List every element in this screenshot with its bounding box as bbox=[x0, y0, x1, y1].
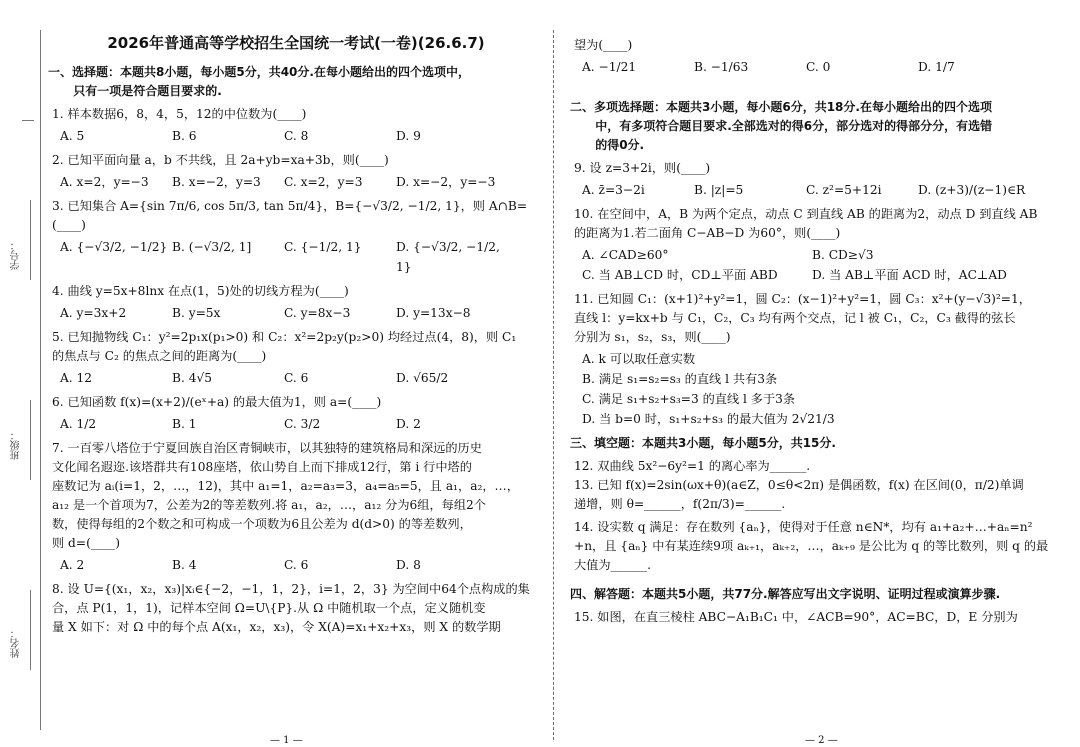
option-d: D. y=13x−8 bbox=[396, 306, 471, 320]
option-a: A. {−√3/2, −1/2} bbox=[60, 240, 168, 254]
option-d: D. √65/2 bbox=[396, 371, 449, 385]
question-6-options bbox=[48, 414, 544, 434]
question-11-line: 11. 已知圆 C₁：(x+1)²+y²=1，圆 C₂：(x−1)²+y²=1，圆 C₃：x²+(y−√3)²=1， bbox=[574, 292, 1031, 306]
question-13-line: 递增，则 θ=______，f(2π/3)=______. bbox=[574, 497, 786, 511]
option-b: B. 6 bbox=[172, 129, 197, 143]
section-1-header bbox=[48, 63, 544, 101]
page-number-right: — 2 — bbox=[805, 735, 838, 746]
question-12: 12. 双曲线 5x²−6y²=1 的离心率为______. bbox=[574, 459, 811, 473]
option-d: D. 8 bbox=[396, 558, 421, 572]
option-d: D. 1/7 bbox=[918, 60, 955, 74]
question-7-options bbox=[48, 555, 544, 575]
question-4-options bbox=[48, 303, 544, 323]
section-2-line: 二、多项选择题：本题共3小题，每小题6分，共18分.在每小题给出的四个选项 bbox=[570, 100, 992, 114]
question-10-options bbox=[570, 245, 1070, 285]
question-14-line: 大值为______. bbox=[574, 558, 651, 572]
question-8-line: 量 X 如下：对 Ω 中的每个点 A(x₁，x₂，x₃)，令 X(A)=x₁+x₂+x₃，则 X 的数学期 bbox=[52, 620, 501, 634]
option-b: B. CD≥√3 bbox=[812, 248, 874, 262]
option-c: C. 满足 s₁+s₂+s₃=3 的直线 l 多于3条 bbox=[582, 392, 796, 406]
question-3-blank: (____) bbox=[52, 218, 86, 232]
option-c: C. 8 bbox=[284, 129, 309, 143]
option-b: B. |z|=5 bbox=[694, 183, 744, 197]
option-a: A. 2 bbox=[60, 558, 85, 572]
exam-title: 2026年普通高等学校招生全国统一考试(一卷)(26.6.7) bbox=[107, 34, 485, 52]
option-c: C. 6 bbox=[284, 371, 309, 385]
question-13-line: 13. 已知 f(x)=2sin(ωx+θ)(a∈Z，0≤θ<2π) 是偶函数，f(x) 在区间(0，π/2)单调 bbox=[574, 478, 1024, 492]
section-2-line: 的得0分. bbox=[595, 138, 645, 152]
option-d: D. {−√3/2, −1/2, 1} bbox=[396, 240, 500, 274]
question-11-line: 直线 l：y=kx+b 与 C₁，C₂，C₃ 均有两个交点，记 l 被 C₁，C₂，C₃ 截得的弦长 bbox=[574, 311, 1016, 325]
question-11-line: 分别为 s₁，s₂，s₃，则(____) bbox=[574, 330, 731, 344]
binding-line bbox=[40, 30, 41, 730]
option-b: B. −1/63 bbox=[694, 60, 749, 74]
section-1-line: 一、选择题：本题共8小题，每小题5分，共40分.在每小题给出的四个选项中， bbox=[48, 65, 470, 79]
option-b: B. 满足 s₁=s₂=s₃ 的直线 l 共有3条 bbox=[582, 372, 778, 386]
option-d: D. 9 bbox=[396, 129, 421, 143]
question-1-options bbox=[48, 126, 544, 146]
question-3-options bbox=[48, 237, 544, 277]
option-b: B. 1 bbox=[172, 417, 197, 431]
option-a: A. −1/21 bbox=[582, 60, 637, 74]
question-14-line: 14. 设实数 q 满足：存在数列 {aₙ}，使得对于任意 n∈N*，均有 a₁+a₂+…+aₙ=n² bbox=[574, 520, 1033, 534]
option-a: A. x=2，y=−3 bbox=[60, 175, 149, 189]
option-b: B. x=−2，y=3 bbox=[172, 175, 261, 189]
question-14-line: +n，且 {aₙ} 中有某连续9项 aₖ₊₁，aₖ₊₂，…，aₖ₊₉ 是公比为 q 的等比数列，则 q 的最 bbox=[574, 539, 1049, 553]
option-b: B. 4√5 bbox=[172, 371, 212, 385]
option-a: A. y=3x+2 bbox=[60, 306, 127, 320]
option-a: A. 12 bbox=[60, 371, 93, 385]
question-11-options bbox=[570, 349, 1070, 429]
option-b: B. y=5x bbox=[172, 306, 221, 320]
option-b: B. (−√3/2, 1] bbox=[172, 240, 252, 254]
option-c: C. 3/2 bbox=[284, 417, 321, 431]
option-a: A. z̄=3−2i bbox=[582, 183, 645, 197]
binding-margin bbox=[0, 0, 42, 747]
question-9-options bbox=[570, 180, 1070, 200]
option-c: C. 0 bbox=[806, 60, 831, 74]
question-2: 2. 已知平面向量 a，b 不共线，且 2a+yb=xa+3b，则(____) bbox=[52, 153, 389, 167]
option-d: D. (z+3)/(z−1)∈R bbox=[918, 183, 1026, 197]
column-divider bbox=[553, 30, 554, 740]
option-d: D. 当 AB⊥平面 ACD 时，AC⊥AD bbox=[812, 268, 1007, 282]
question-8-options bbox=[570, 57, 1070, 77]
option-d: D. x=−2，y=−3 bbox=[396, 175, 496, 189]
question-2-options bbox=[48, 172, 544, 192]
option-a: A. k 可以取任意实数 bbox=[582, 352, 696, 366]
question-7-line: 座数记为 aᵢ(i=1，2，…，12)，其中 a₁=1，a₂=a₃=3，a₄=a₅=5，且 a₁，a₂，…， bbox=[52, 479, 519, 493]
option-a: A. ∠CAD≥60° bbox=[582, 248, 669, 262]
question-15: 15. 如图，在直三棱柱 ABC−A₁B₁C₁ 中，∠ACB=90°，AC=BC，D，E 分别为 bbox=[574, 610, 1018, 624]
option-c: C. x=2，y=3 bbox=[284, 175, 363, 189]
binding-tick bbox=[30, 400, 31, 480]
question-5: 5. 已知抛物线 C₁：y²=2p₁x(p₁>0) 和 C₂：x²=2p₂y(p₂>0) 均经过点(4，8)，则 C₁ bbox=[52, 330, 517, 344]
option-c: C. {−1/2, 1} bbox=[284, 240, 362, 254]
question-9: 9. 设 z=3+2i，则(____) bbox=[574, 161, 711, 175]
binding-tick bbox=[30, 200, 31, 280]
question-7-line: 文化闻名遐迩.该塔群共有108座塔，依山势自上而下排成12行，第 i 行中塔的 bbox=[52, 460, 472, 474]
section-3-header: 三、填空题：本题共3小题，每小题5分，共15分. bbox=[570, 436, 836, 450]
binding-tick bbox=[22, 120, 34, 121]
question-8-continued: 望为(____) bbox=[574, 38, 633, 52]
question-6: 6. 已知函数 f(x)=(x+2)/(eˣ+a) 的最大值为1，则 a=(____) bbox=[52, 395, 382, 409]
section-1-line: 只有一项是符合题目要求的. bbox=[73, 84, 222, 98]
binding-tick bbox=[30, 590, 31, 670]
question-5-options bbox=[48, 368, 544, 388]
option-b: B. 4 bbox=[172, 558, 197, 572]
option-a: A. 5 bbox=[60, 129, 85, 143]
page-number-left: — 1 — bbox=[270, 735, 303, 746]
option-a: A. 1/2 bbox=[60, 417, 97, 431]
question-8-line: 合，点 P(1，1，1)，记样本空间 Ω=U\{P}.从 Ω 中随机取一个点，定义随机变 bbox=[52, 601, 486, 615]
section-4-header: 四、解答题：本题共5小题，共77分.解答应写出文字说明、证明过程或演算步骤. bbox=[570, 587, 1001, 601]
question-10-line: 10. 在空间中，A，B 为两个定点，动点 C 到直线 AB 的距离为2，动点 D 到直线 AB bbox=[574, 207, 1038, 221]
question-7-line: 7. 一百零八塔位于宁夏回族自治区青铜峡市，以其独特的建筑格局和深远的历史 bbox=[52, 441, 482, 455]
right-column bbox=[570, 36, 1070, 627]
name-label: 姓名： bbox=[11, 628, 22, 658]
question-4: 4. 曲线 y=5x+8lnx 在点(1，5)处的切线方程为(____) bbox=[52, 284, 349, 298]
option-d: D. 2 bbox=[396, 417, 421, 431]
option-c: C. z²=5+12i bbox=[806, 183, 882, 197]
class-label: 班级： bbox=[11, 430, 22, 460]
question-7-line: 数，使得每组的2个数之和可构成一个项数为6且公差为 d(d>0) 的等差数列， bbox=[52, 517, 472, 531]
option-c: C. 当 AB⊥CD 时，CD⊥平面 ABD bbox=[582, 268, 778, 282]
section-2-header bbox=[570, 98, 1070, 155]
question-10-line: 的距离为1.若二面角 C−AB−D 为60°，则(____) bbox=[574, 226, 841, 240]
left-column bbox=[48, 32, 544, 637]
question-8-line: 8. 设 U={(x₁，x₂，x₃)|xᵢ∈{−2，−1，1，2}，i=1，2，3} 为空间中64个点构成的集 bbox=[52, 582, 530, 596]
question-3: 3. 已知集合 A={sin 7π/6, cos 5π/3, tan 5π/4}，B={−√3/2, −1/2, 1}，则 A∩B= bbox=[52, 199, 528, 213]
option-c: C. y=8x−3 bbox=[284, 306, 351, 320]
question-7-line: a₁₂ 是一个首项为7，公差为2的等差数列.将 a₁，a₂，…，a₁₂ 分为6组，每组2个 bbox=[52, 498, 486, 512]
question-7-line: 则 d=(____) bbox=[52, 536, 120, 550]
section-2-line: 中，有多项符合题目要求.全部选对的得6分，部分选对的得部分分，有选错 bbox=[595, 119, 993, 133]
question-5-line2: 的焦点与 C₂ 的焦点之间的距离为(____) bbox=[52, 349, 267, 363]
question-1: 1. 样本数据6，8，4，5，12的中位数为(____) bbox=[52, 107, 307, 121]
option-c: C. 6 bbox=[284, 558, 309, 572]
student-id-label: 学号： bbox=[11, 240, 22, 270]
option-d: D. 当 b=0 时，s₁+s₂+s₃ 的最大值为 2√21/3 bbox=[582, 412, 835, 426]
